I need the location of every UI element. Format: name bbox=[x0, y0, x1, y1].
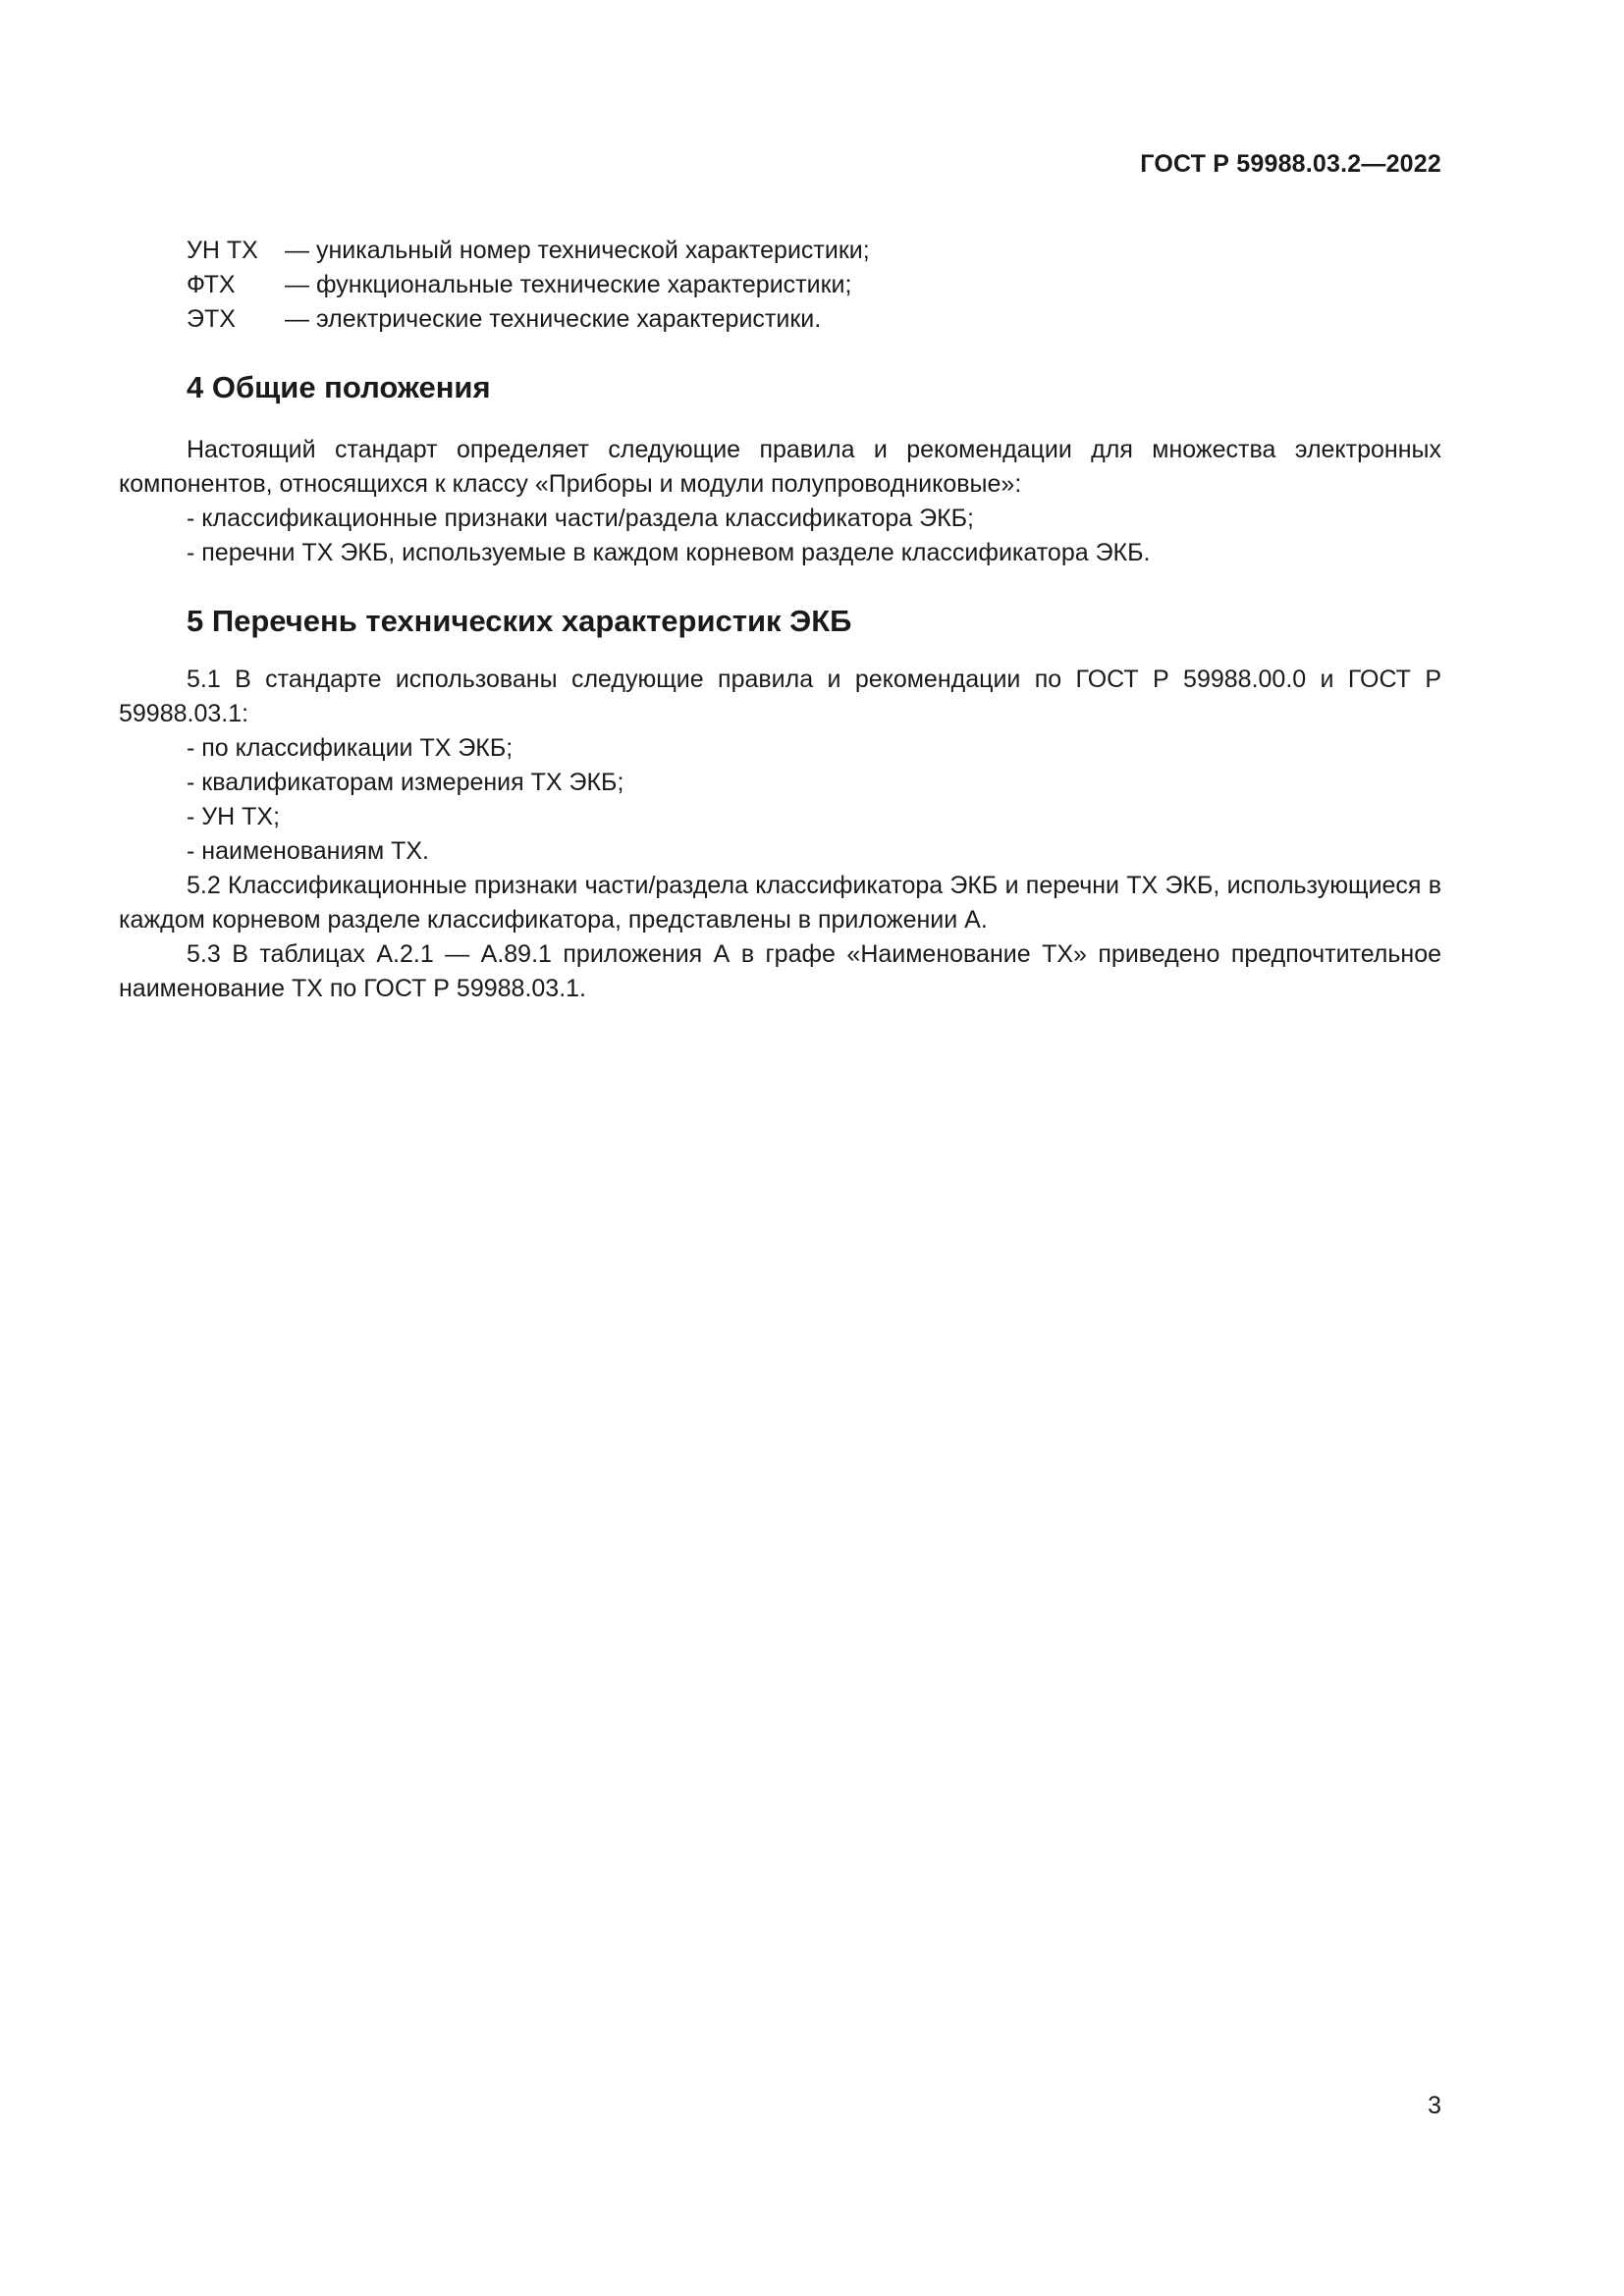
abbreviation-row bbox=[187, 268, 1441, 302]
list-item: - перечни ТХ ЭКБ, используемые в каждом корневом разделе классификатора ЭКБ. bbox=[187, 539, 1151, 566]
document-id-header: ГОСТ Р 59988.03.2—2022 bbox=[1140, 150, 1441, 178]
abbreviation-row bbox=[187, 234, 1441, 268]
abbreviation-list bbox=[119, 234, 1441, 337]
list-item: - квалификаторам измерения ТХ ЭКБ; bbox=[187, 769, 624, 796]
section-4-heading: 4 Общие положения bbox=[187, 370, 491, 404]
paragraph-5-2: 5.2 Классификационные признаки части/раздела классификатора ЭКБ и перечни ТХ ЭКБ, использующиеся в каждом корневом разделе классификатора, представлены в приложении А. bbox=[119, 872, 1441, 934]
abbreviation-definition: — электрические технические характеристики. bbox=[285, 305, 822, 333]
list-item: - классификационные признаки части/раздела классификатора ЭКБ; bbox=[187, 505, 975, 532]
section-5-heading: 5 Перечень технических характеристик ЭКБ bbox=[187, 604, 852, 638]
abbreviation-row bbox=[187, 302, 1441, 337]
section-4-intro: Настоящий стандарт определяет следующие правила и рекомендации для множества электронных компонентов, относящихся к классу «Приборы и модули полупроводниковые»: bbox=[119, 436, 1441, 498]
paragraph-5-1: 5.1 В стандарте использованы следующие правила и рекомендации по ГОСТ Р 59988.00.0 и ГОСТ Р 59988.03.1: bbox=[119, 666, 1441, 727]
paragraph-5-3: 5.3 В таблицах А.2.1 — А.89.1 приложения А в графе «Наименование ТХ» приведено предпочтительное наименование ТХ по ГОСТ Р 59988.03.1. bbox=[119, 940, 1441, 1002]
abbreviation-definition: — уникальный номер технической характеристики; bbox=[285, 237, 870, 264]
list-item: - наименованиям ТХ. bbox=[187, 837, 429, 865]
page-body bbox=[119, 234, 1441, 1006]
page-number: 3 bbox=[1428, 2092, 1441, 2119]
list-item: - УН ТХ; bbox=[187, 803, 281, 830]
abbreviation-term: ЭТХ bbox=[187, 305, 236, 333]
abbreviation-term: ФТХ bbox=[187, 271, 236, 298]
list-item: - по классификации ТХ ЭКБ; bbox=[187, 734, 514, 762]
abbreviation-definition: — функциональные технические характеристики; bbox=[285, 271, 852, 298]
abbreviation-term: УН ТХ bbox=[187, 237, 258, 264]
